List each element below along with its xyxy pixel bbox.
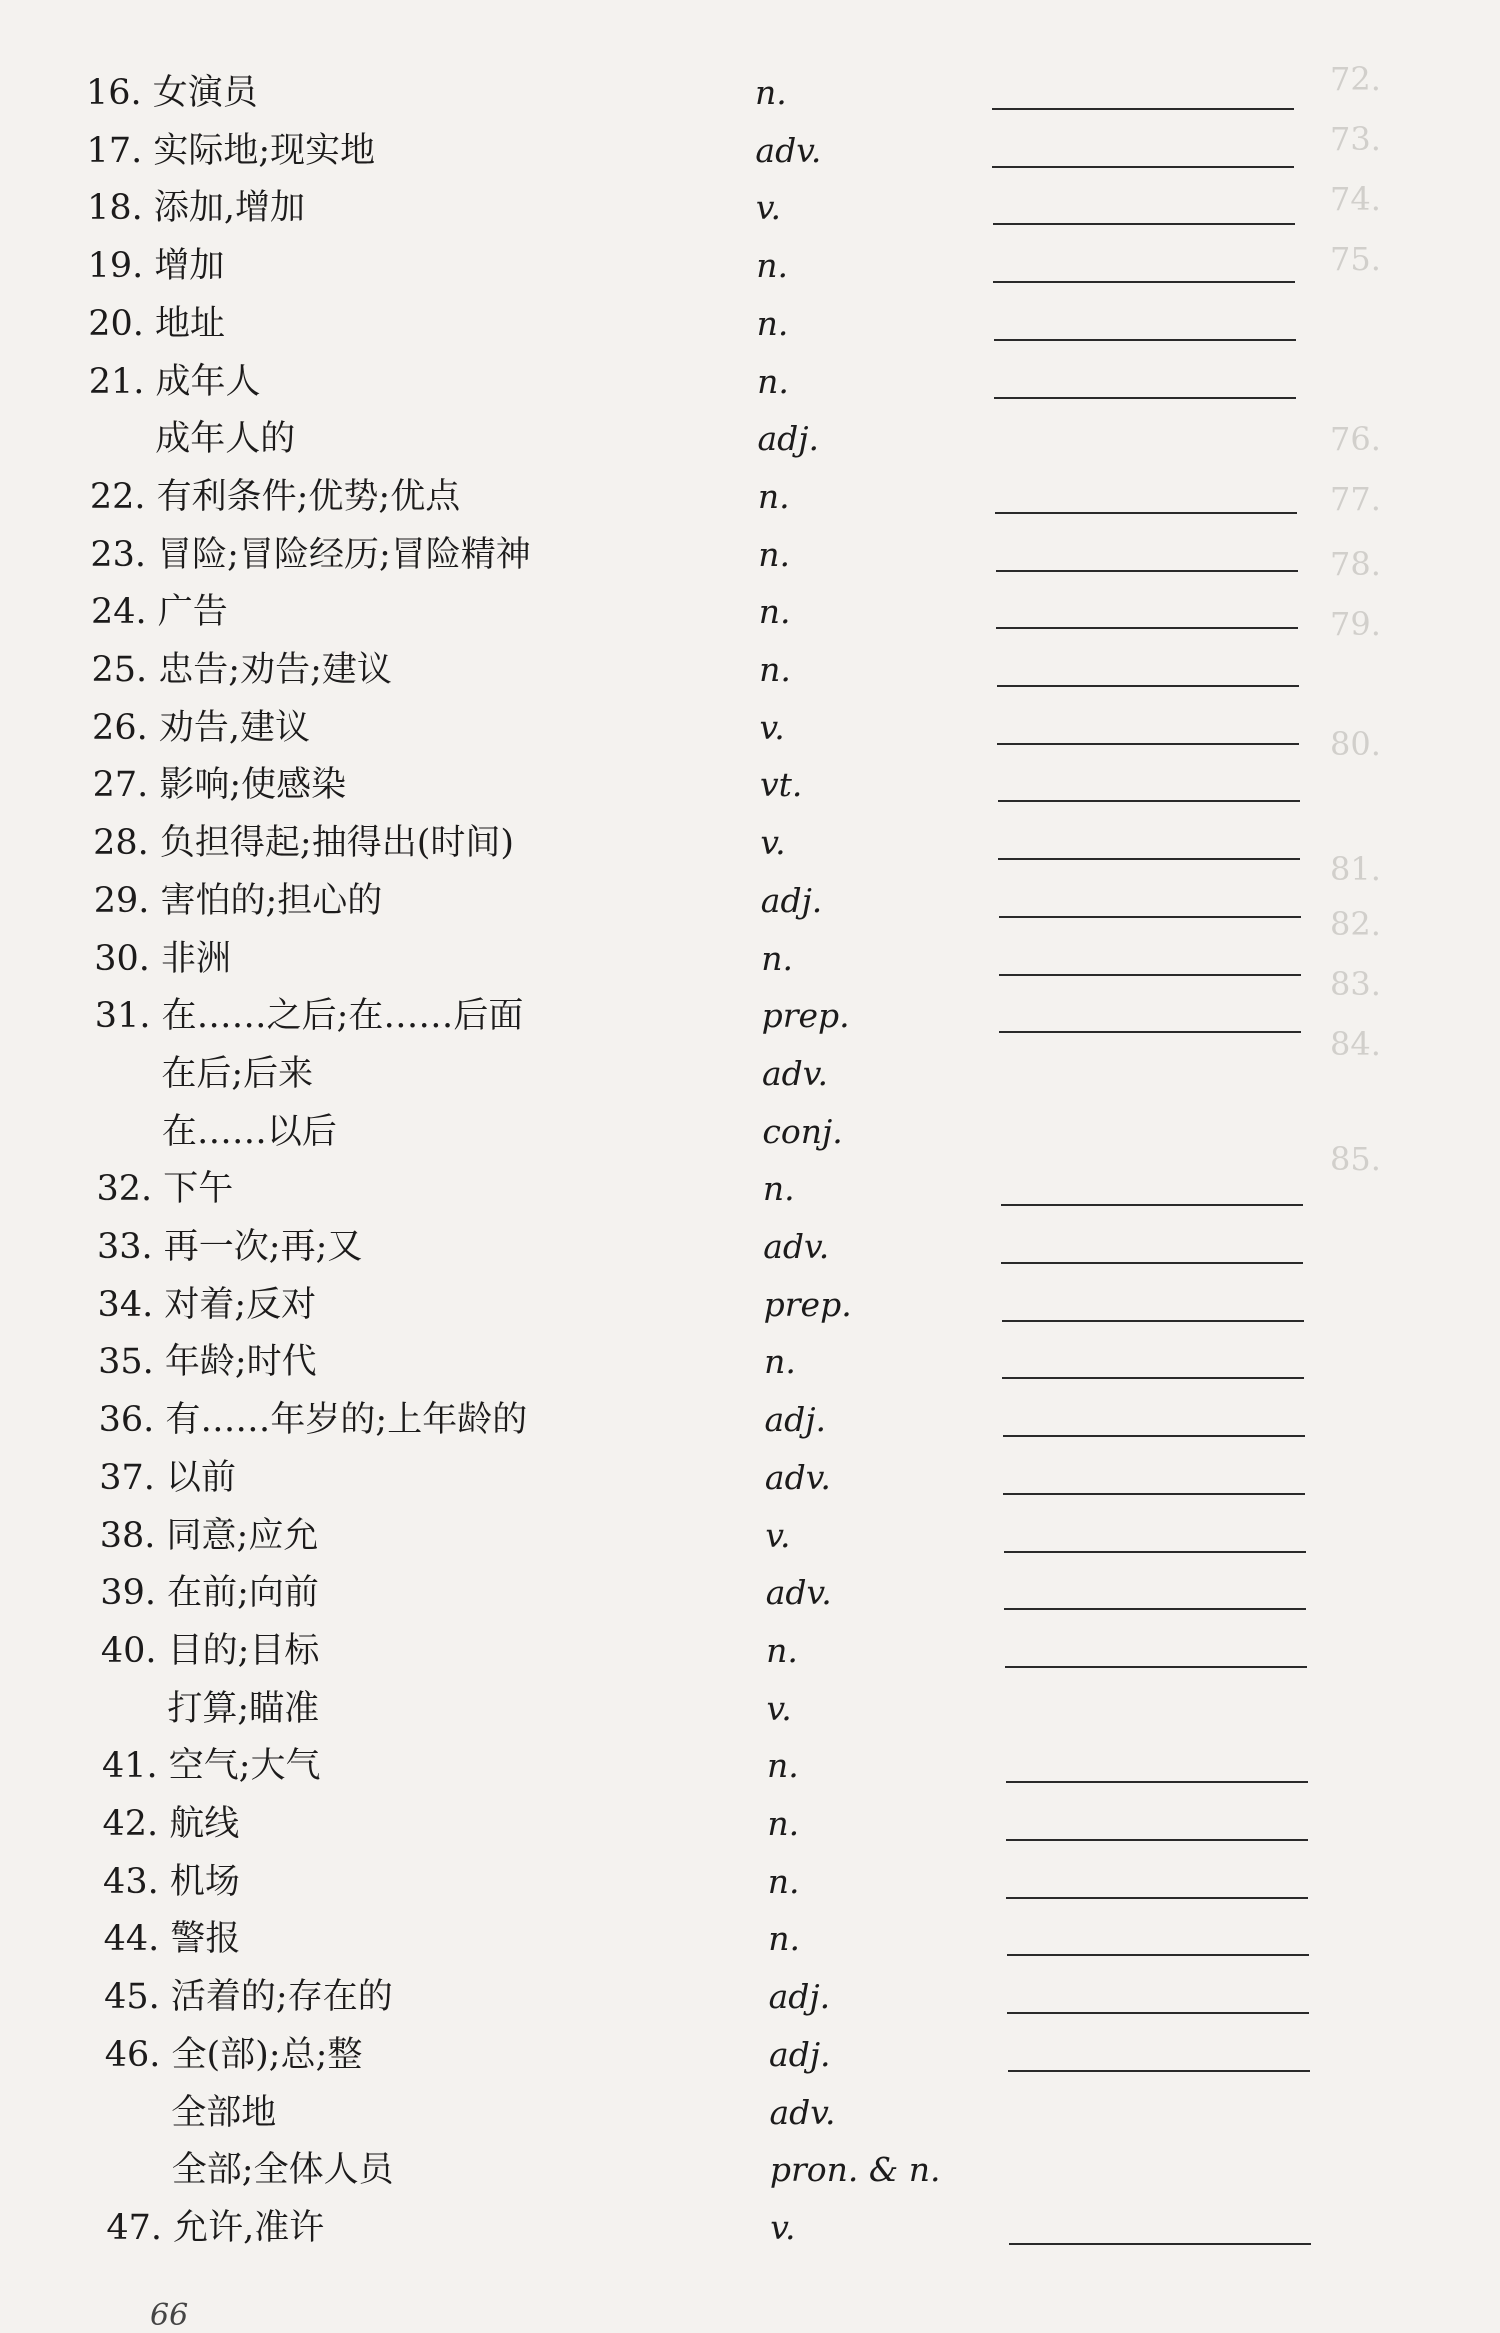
part-of-speech: prep.: [763, 1284, 852, 1324]
entry-chinese: 33. 再一次;再;又: [97, 1227, 363, 1267]
entry-chinese: 19. 增加: [87, 246, 225, 287]
part-of-speech: adj.: [769, 2034, 831, 2074]
entry-chinese: 23. 冒险;冒险经历;冒险精神: [90, 534, 531, 575]
entry-chinese: 22. 有利条件;优势;优点: [89, 476, 461, 517]
entry-row: [0, 1972, 1500, 2022]
entry-chinese: 40. 目的;目标: [100, 1630, 320, 1671]
entry-chinese: 在……以后: [161, 1111, 337, 1152]
entry-row: [0, 1453, 1500, 1503]
entry-row: [0, 1164, 1500, 1214]
entry-row: [0, 126, 1500, 176]
entry-row: [0, 2203, 1500, 2253]
answer-blank[interactable]: [1003, 1493, 1305, 1495]
entry-row: [0, 183, 1500, 233]
entry-row: [0, 1741, 1500, 1791]
entry-row: [0, 241, 1500, 291]
entry-row: [0, 1914, 1500, 1964]
part-of-speech: n.: [755, 73, 787, 112]
answer-blank[interactable]: [998, 858, 1300, 860]
entry-row: [0, 530, 1500, 580]
entry-subrow: [0, 1107, 1500, 1157]
entry-chinese: 34. 对着;反对: [97, 1284, 317, 1325]
entry-row: [0, 991, 1500, 1041]
part-of-speech: conj.: [762, 1111, 843, 1151]
part-of-speech: v.: [770, 2207, 796, 2247]
part-of-speech: n.: [766, 1630, 798, 1670]
entry-chinese: 全部地: [171, 2092, 277, 2133]
answer-blank[interactable]: [994, 339, 1296, 341]
part-of-speech: adv.: [763, 1227, 830, 1266]
entry-chinese: 29. 害怕的;担心的: [93, 880, 383, 921]
answer-blank[interactable]: [994, 397, 1296, 399]
entry-chinese: 37. 以前: [99, 1457, 236, 1498]
worksheet-page: 72. 73. 74. 75. 76. 77. 78. 79. 80. 81. 82. 83. 84. 85. 16. 女演员 n. 17. 实际地;现实地 adv. 18. 添加,增加 v. 19. 增加 n. 20. 地址 n. 21. 成年人 n. 成年人的 adj. 22. 有利条件;优势;优点 n. 23. 冒险;冒险经历;冒险精神 n. 24. 广告 n. 25. 忠告;劝告;建议 n. 26. 劝告,建议 v. 27. 影响;使感染 vt. 28. 负担得起;抽得出(时间) v. 29. 害怕的;担心的 adj. 30. 非洲 n. 31. 在……之后;在……后面 prep. 在后;后来 adv. 在……以后 conj. 32. 下午 n. 33. 再一次;再;又 adv. 34. 对着;反对 prep. 35. 年龄;时代 n. 36. 有……年岁的;上年龄的 adj. 37. 以前 adv. 38. 同意;应允 v. 39. 在前;向前 adv. 40. 目的;目标 n. 打算;瞄准 v. 41. 空气;大气 n. 42. 航线 n. 43. 机场 n. 44. 警报 n. 45. 活着的;存在的 adj. 46. 全(部);总;整 adj. 全部地 adv. 全部;全体人员 pron. & n. 47. 允许,准许 v.: [0, 0, 1500, 2322]
entry-chinese: 24. 广告: [90, 592, 228, 633]
entry-chinese: 26. 劝告,建议: [92, 707, 310, 748]
entry-chinese: 47. 允许,准许: [106, 2207, 325, 2248]
page-number: 66: [150, 2298, 189, 2333]
part-of-speech: n.: [767, 1804, 800, 1843]
entry-row: [0, 472, 1500, 522]
part-of-speech: n.: [756, 303, 789, 343]
part-of-speech: prep.: [761, 996, 850, 1036]
entry-chinese: 25. 忠告;劝告;建议: [91, 650, 392, 690]
entry-chinese: 30. 非洲: [94, 938, 232, 979]
answer-blank[interactable]: [1001, 1262, 1303, 1264]
answer-blank[interactable]: [997, 685, 1299, 687]
answer-blank[interactable]: [1006, 1781, 1308, 1783]
part-of-speech: n.: [757, 476, 790, 516]
entry-row: [0, 645, 1500, 695]
entry-row: [0, 818, 1500, 868]
part-of-speech: v.: [755, 188, 782, 228]
answer-blank[interactable]: [1001, 1204, 1303, 1206]
entry-chinese: 27. 影响;使感染: [92, 765, 347, 806]
entry-chinese: 31. 在……之后;在……后面: [94, 996, 524, 1037]
part-of-speech: n.: [767, 1861, 800, 1901]
entry-chinese: 16. 女演员: [86, 73, 258, 113]
entry-chinese: 在后;后来: [161, 1053, 314, 1094]
part-of-speech: n.: [764, 1342, 796, 1382]
part-of-speech: n.: [758, 534, 791, 574]
entry-chinese: 44. 警报: [103, 1919, 241, 1960]
answer-blank[interactable]: [1008, 2070, 1310, 2072]
entry-chinese: 45. 活着的;存在的: [104, 1977, 393, 2018]
answer-blank[interactable]: [999, 1031, 1301, 1033]
answer-blank[interactable]: [992, 166, 1294, 168]
entry-row: [0, 1395, 1500, 1445]
entry-chinese: 21. 成年人: [88, 361, 261, 402]
entry-chinese: 成年人的: [155, 419, 296, 460]
answer-blank[interactable]: [993, 223, 1295, 225]
part-of-speech: adv.: [762, 1053, 829, 1093]
entry-row: [0, 703, 1500, 753]
entry-chinese: 41. 空气;大气: [101, 1746, 321, 1787]
entry-row: [0, 2030, 1500, 2080]
answer-blank[interactable]: [995, 512, 1297, 514]
part-of-speech: n.: [758, 592, 791, 632]
part-of-speech: v.: [766, 1688, 792, 1728]
answer-blank[interactable]: [1003, 1435, 1305, 1437]
entry-row: [0, 934, 1500, 984]
answer-blank[interactable]: [1002, 1320, 1304, 1322]
entry-row: [0, 1337, 1500, 1387]
entry-chinese: 打算;瞄准: [167, 1688, 320, 1729]
entry-chinese: 42. 航线: [102, 1804, 240, 1844]
entry-row: [0, 1222, 1500, 1272]
part-of-speech: vt.: [759, 765, 803, 805]
answer-blank[interactable]: [1004, 1551, 1306, 1553]
entry-subrow: [0, 2145, 1500, 2195]
part-of-speech: v.: [760, 823, 786, 863]
part-of-speech: v.: [759, 707, 785, 747]
entry-subrow: [0, 414, 1500, 464]
entry-chinese: 17. 实际地;现实地: [86, 130, 376, 171]
entry-chinese: 全部;全体人员: [171, 2150, 394, 2191]
answer-blank[interactable]: [1004, 1608, 1306, 1610]
answer-blank[interactable]: [1009, 2243, 1311, 2245]
answer-blank[interactable]: [1005, 1666, 1307, 1668]
entry-row: [0, 1626, 1500, 1676]
part-of-speech: adj.: [757, 419, 819, 459]
answer-blank[interactable]: [1007, 2012, 1309, 2014]
part-of-speech: n.: [756, 246, 788, 286]
part-of-speech: n.: [761, 938, 793, 978]
part-of-speech: adj.: [764, 1400, 827, 1440]
answer-blank[interactable]: [996, 570, 1298, 572]
entry-row: [0, 587, 1500, 637]
part-of-speech: n.: [762, 1169, 795, 1209]
entry-row: [0, 876, 1500, 926]
answer-blank[interactable]: [999, 916, 1301, 918]
entry-chinese: 20. 地址: [88, 303, 225, 344]
part-of-speech: n.: [759, 650, 791, 689]
entry-row: [0, 357, 1500, 407]
part-of-speech: adv.: [764, 1457, 831, 1497]
answer-blank[interactable]: [996, 627, 1298, 629]
entry-row: [0, 1511, 1500, 1561]
part-of-speech: v.: [765, 1515, 791, 1555]
entry-chinese: 43. 机场: [103, 1861, 240, 1902]
entry-row: [0, 1280, 1500, 1330]
answer-blank[interactable]: [997, 743, 1299, 745]
entry-chinese: 28. 负担得起;抽得出(时间): [93, 823, 515, 864]
answer-blank[interactable]: [1002, 1377, 1304, 1379]
entry-chinese: 18. 添加,增加: [87, 188, 306, 229]
part-of-speech: n.: [757, 361, 789, 401]
part-of-speech: n.: [766, 1746, 799, 1786]
part-of-speech: adj.: [768, 1977, 831, 2017]
entry-chinese: 46. 全(部);总;整: [104, 2034, 363, 2075]
entry-chinese: 36. 有……年岁的;上年龄的: [98, 1400, 528, 1441]
answer-blank[interactable]: [999, 974, 1301, 976]
entry-chinese: 35. 年龄;时代: [98, 1342, 317, 1383]
answer-blank[interactable]: [1006, 1897, 1308, 1899]
part-of-speech: pron. & n.: [769, 2150, 941, 2190]
entry-chinese: 39. 在前;向前: [100, 1573, 319, 1614]
entry-row: [0, 299, 1500, 349]
answer-blank[interactable]: [998, 800, 1300, 802]
part-of-speech: adj.: [760, 880, 823, 920]
entry-chinese: 38. 同意;应允: [99, 1515, 319, 1556]
answer-blank[interactable]: [992, 108, 1294, 110]
entry-row: [0, 68, 1500, 118]
part-of-speech: n.: [768, 1919, 800, 1959]
part-of-speech: adv.: [765, 1573, 832, 1613]
part-of-speech: adv.: [755, 130, 822, 170]
entry-subrow: [0, 1684, 1500, 1734]
answer-blank[interactable]: [993, 281, 1295, 283]
entry-row: [0, 1568, 1500, 1618]
entry-row: [0, 1857, 1500, 1907]
entry-row: [0, 760, 1500, 810]
entry-subrow: [0, 2088, 1500, 2138]
entry-chinese: 32. 下午: [96, 1169, 234, 1210]
answer-blank[interactable]: [1006, 1839, 1308, 1841]
entry-subrow: [0, 1049, 1500, 1099]
answer-blank[interactable]: [1007, 1954, 1309, 1956]
entry-row: [0, 1799, 1500, 1849]
part-of-speech: adv.: [769, 2092, 836, 2132]
